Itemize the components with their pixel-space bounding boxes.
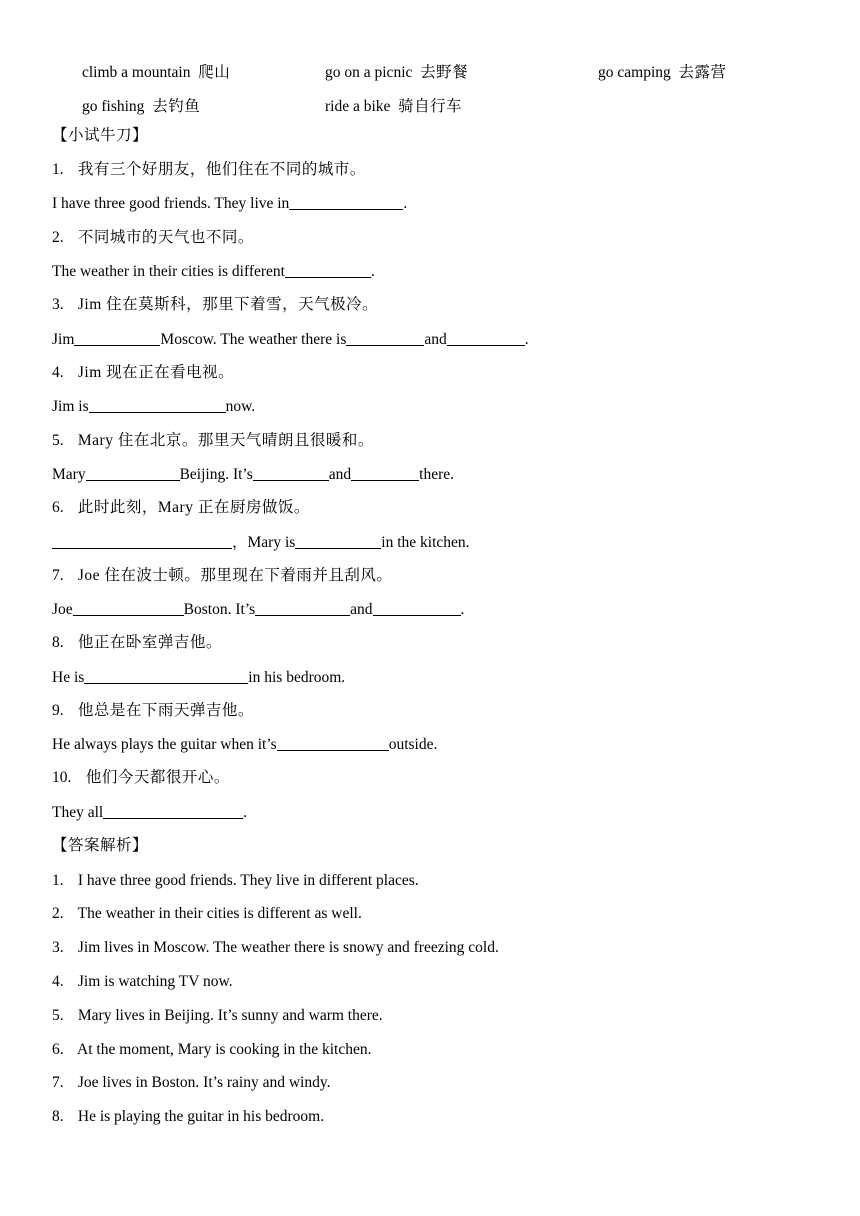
- answer-number: 7.: [52, 1074, 64, 1091]
- sentence-fragment: .: [243, 804, 248, 821]
- sentence-fragment: They all: [52, 804, 104, 821]
- phrase-en: go camping: [598, 64, 671, 81]
- answer-text: Jim lives in Moscow. The weather there is snowy and freezing cold.: [77, 939, 499, 956]
- answer-number: 2.: [52, 905, 64, 922]
- exercise-number: 3.: [52, 296, 64, 313]
- phrase-item: [325, 60, 468, 82]
- sentence-fragment: .: [370, 263, 375, 280]
- sentence-fragment: He always plays the guitar when it’s: [52, 736, 277, 753]
- exercise-prompt: [52, 362, 234, 384]
- phrase-en: climb a mountain: [82, 64, 191, 81]
- fill-blank[interactable]: [253, 465, 329, 481]
- fill-blank[interactable]: [74, 330, 160, 346]
- phrase-zh: 去钓鱼: [152, 98, 201, 115]
- exercise-prompt: [52, 227, 254, 249]
- sentence-fragment: Jim is: [52, 398, 89, 415]
- sentence-fragment: and: [424, 331, 447, 348]
- fill-blank[interactable]: [346, 330, 424, 346]
- answer-line: [52, 1106, 324, 1128]
- phrase-zh: 骑自行车: [398, 98, 463, 115]
- exercise-chinese: 不同城市的天气也不同。: [77, 229, 254, 246]
- fill-blank[interactable]: [86, 465, 180, 481]
- sentence-fragment: Boston. It’s: [183, 601, 256, 618]
- sentence-fragment: outside.: [388, 736, 438, 753]
- sentence-fragment: there.: [419, 466, 455, 483]
- answer-number: 4.: [52, 973, 64, 990]
- sentence-fragment: in the kitchen.: [381, 534, 470, 551]
- exercise-answer-line: [52, 802, 247, 824]
- answer-line: [52, 870, 419, 892]
- exercise-prompt: [52, 565, 392, 587]
- fill-blank[interactable]: [351, 465, 419, 481]
- phrase-en: go fishing: [82, 98, 145, 115]
- answer-text: Jim is watching TV now.: [77, 973, 233, 990]
- fill-blank[interactable]: [447, 330, 525, 346]
- phrase-en: go on a picnic: [325, 64, 413, 81]
- exercise-prompt: [52, 700, 254, 722]
- exercise-prompt: [52, 430, 374, 452]
- answer-text: He is playing the guitar in his bedroom.: [77, 1108, 325, 1125]
- fill-blank[interactable]: [277, 735, 389, 751]
- section-heading-answers: 【答案解析】: [52, 837, 149, 854]
- answer-number: 6.: [52, 1041, 64, 1058]
- answer-number: 5.: [52, 1007, 64, 1024]
- fill-blank[interactable]: [73, 600, 184, 616]
- fill-blank[interactable]: [103, 803, 243, 819]
- fill-blank[interactable]: [285, 262, 371, 278]
- exercise-number: 7.: [52, 567, 64, 584]
- answer-line: [52, 903, 362, 925]
- exercise-chinese: 此时此刻，Mary 正在厨房做饭。: [77, 499, 310, 516]
- sentence-fragment: Beijing. It’s: [179, 466, 253, 483]
- sentence-fragment: Mary: [52, 466, 86, 483]
- fill-blank[interactable]: [295, 533, 381, 549]
- exercise-answer-line: [52, 193, 407, 215]
- phrase-zh: 去野餐: [420, 64, 469, 81]
- exercise-answer-line: [52, 396, 255, 418]
- exercise-number: 4.: [52, 364, 64, 381]
- exercise-prompt: [52, 632, 222, 654]
- exercise-number: 6.: [52, 499, 64, 516]
- exercise-answer-line: [52, 599, 464, 621]
- exercise-chinese: Mary 住在北京。那里天气晴朗且很暖和。: [77, 432, 374, 449]
- answer-text: Joe lives in Boston. It’s rainy and windy.: [77, 1074, 331, 1091]
- sentence-fragment: and: [350, 601, 373, 618]
- exercise-number: 8.: [52, 634, 64, 651]
- exercise-prompt: [52, 159, 366, 181]
- exercise-chinese: Jim 住在莫斯科，那里下着雪，天气极冷。: [77, 296, 379, 313]
- exercise-answer-line: [52, 329, 529, 351]
- sentence-fragment: Joe: [52, 601, 73, 618]
- exercise-chinese: Joe 住在波士顿。那里现在下着雨并且刮风。: [77, 567, 393, 584]
- sentence-fragment: The weather in their cities is different: [52, 263, 285, 280]
- phrase-zh: 去露营: [678, 64, 727, 81]
- sentence-fragment: in his bedroom.: [248, 669, 346, 686]
- sentence-fragment: ，Mary is: [232, 534, 296, 551]
- section-heading-practice: 【小试牛刀】: [52, 127, 149, 144]
- exercise-answer-line: [52, 532, 470, 554]
- exercise-chinese: 我有三个好朋友，他们住在不同的城市。: [77, 161, 366, 178]
- answer-number: 8.: [52, 1108, 64, 1125]
- sentence-fragment: .: [460, 601, 465, 618]
- phrase-zh: 爬山: [198, 64, 231, 81]
- exercise-answer-line: [52, 734, 437, 756]
- fill-blank[interactable]: [255, 600, 350, 616]
- exercise-chinese: 他正在卧室弹吉他。: [77, 634, 222, 651]
- sentence-fragment: .: [403, 195, 408, 212]
- answer-text: I have three good friends. They live in different places.: [77, 872, 419, 889]
- answer-line: [52, 937, 499, 959]
- phrase-item: [82, 60, 230, 82]
- answer-line: [52, 1005, 383, 1027]
- exercise-chinese: 他总是在下雨天弹吉他。: [77, 702, 254, 719]
- fill-blank[interactable]: [52, 533, 232, 549]
- answer-text: Mary lives in Beijing. It’s sunny and warm there.: [77, 1007, 383, 1024]
- exercise-number: 5.: [52, 432, 64, 449]
- exercise-prompt: [52, 497, 310, 519]
- fill-blank[interactable]: [84, 668, 248, 684]
- exercise-answer-line: [52, 464, 454, 486]
- phrase-item: [82, 94, 200, 116]
- exercise-number: 9.: [52, 702, 64, 719]
- answer-number: 3.: [52, 939, 64, 956]
- answer-line: [52, 1072, 330, 1094]
- phrase-item: [325, 94, 462, 116]
- sentence-fragment: and: [328, 466, 352, 483]
- exercise-number: 2.: [52, 229, 64, 246]
- answer-text: The weather in their cities is different as well.: [77, 905, 362, 922]
- exercise-prompt: [52, 767, 230, 789]
- exercise-prompt: [52, 294, 378, 316]
- exercise-number: 10.: [52, 769, 72, 786]
- sentence-fragment: He is: [52, 669, 85, 686]
- answer-line: [52, 971, 233, 993]
- answer-line: [52, 1039, 371, 1061]
- fill-blank[interactable]: [373, 600, 461, 616]
- exercise-number: 1.: [52, 161, 64, 178]
- fill-blank[interactable]: [89, 397, 226, 413]
- fill-blank[interactable]: [289, 194, 403, 210]
- sentence-fragment: Jim: [52, 331, 75, 348]
- sentence-fragment: now.: [225, 398, 256, 415]
- answer-text: At the moment, Mary is cooking in the kitchen.: [77, 1041, 372, 1058]
- exercise-answer-line: [52, 667, 345, 689]
- sentence-fragment: .: [524, 331, 529, 348]
- exercise-answer-line: [52, 261, 375, 283]
- exercise-chinese: Jim 现在正在看电视。: [77, 364, 235, 381]
- sentence-fragment: Moscow. The weather there is: [160, 331, 347, 348]
- phrase-en: ride a bike: [325, 98, 391, 115]
- sentence-fragment: I have three good friends. They live in: [52, 195, 290, 212]
- exercise-chinese: 他们今天都很开心。: [85, 769, 230, 786]
- phrase-item: [598, 60, 727, 82]
- answer-number: 1.: [52, 872, 64, 889]
